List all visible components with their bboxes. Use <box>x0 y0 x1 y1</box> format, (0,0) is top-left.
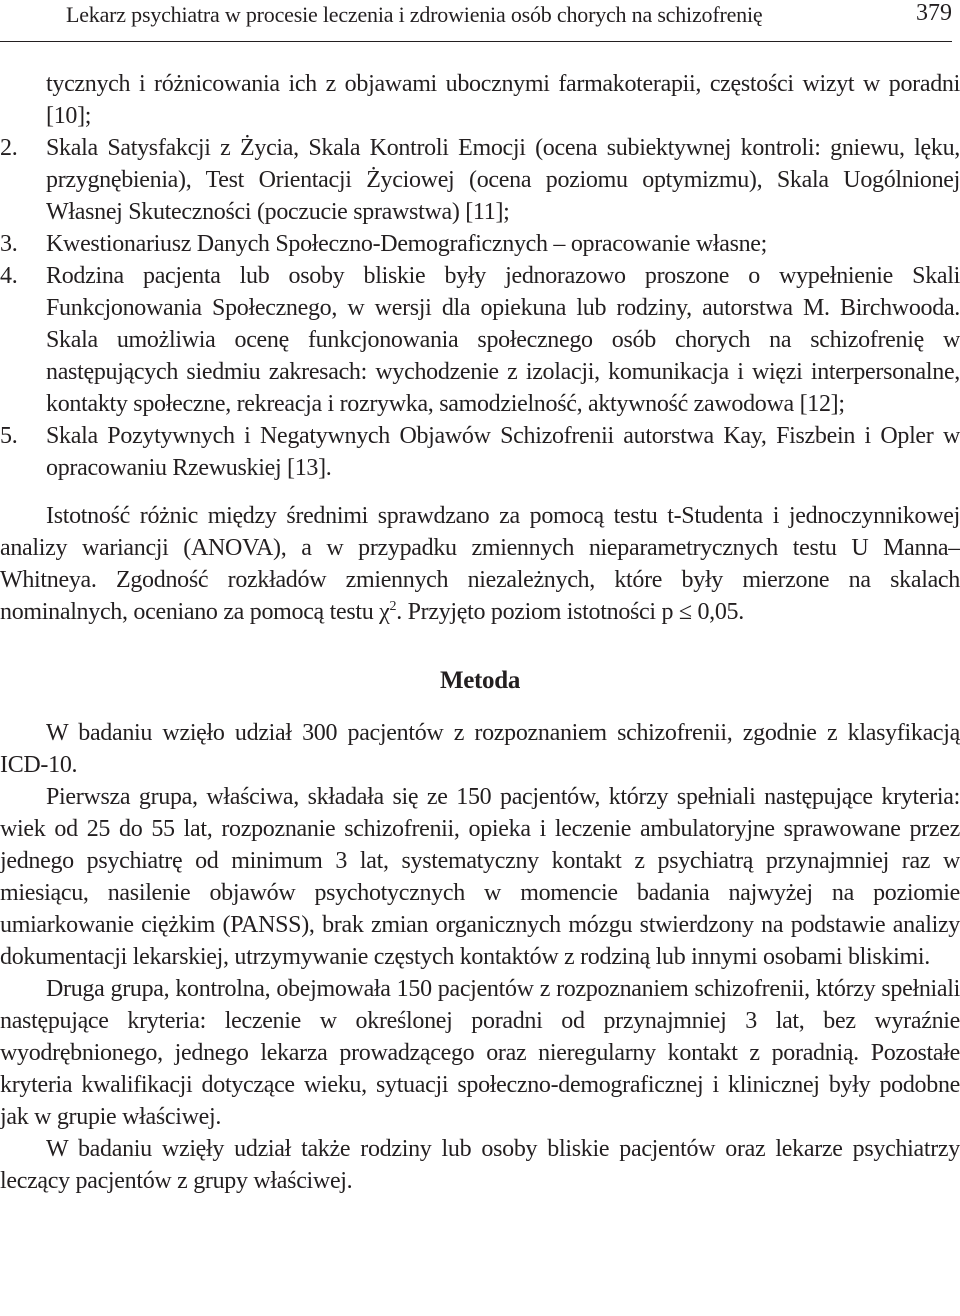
chi-square-superscript: 2 <box>389 599 397 614</box>
statistics-text: Istotność różnic między średnimi sprawdzano za pomocą testu t-Studenta i jednoczynnikowej analizy wariancji (ANOVA), a w przypadku zmiennych nieparametrycznych testu U Manna–Whitneya. Zgodność rozkładów zmiennych niezależnych, które były mierzone na skalach nominalnych, oceniano za pomocą testu χ <box>0 503 960 625</box>
method-paragraph-3: Druga grupa, kontrolna, obejmowała 150 pacjentów z rozpoznaniem schizofrenii, którzy spełniali następujące kryteria: leczenie w określonej poradni od przynajmniej 3 lat, bez wyraźnie wyodrębnionego, jednego lekarza prowadzącego oraz nieregularny kontakt z poradnią. Pozostałe kryteria kwalifikacji dotyczące wieku, sytuacji społeczno-demograficznej i klinicznej były podobne jak w grupie właściwej. <box>0 976 960 1130</box>
list-number: 3. <box>0 231 18 257</box>
page-number: 379 <box>916 0 952 26</box>
list-number: 4. <box>0 263 18 289</box>
list-item-text: Rodzina pacjenta lub osoby bliskie były jednorazowo proszone o wypełnienie Skali Funkcjonowania Społecznego, w wersji dla opiekuna lub rodziny, autorstwa M. Birchwooda. Skala umożliwia ocenę funkcjonowania społecznego osób chorych na schizofrenię w następujących siedmiu zakresach: wychodzenie z izolacji, komunikacja i więzi interpersonalne, kontakty społeczne, rekreacja i rozrywka, samodzielność, aktywność zawodowa [12]; <box>46 263 960 417</box>
statistics-paragraph <box>0 500 960 628</box>
list-number: 5. <box>0 423 18 449</box>
header-rule <box>0 41 952 42</box>
running-header <box>0 0 960 44</box>
method-paragraph-4: W badaniu wzięły udział także rodziny lub osoby bliskie pacjentów oraz lekarze psychiatrzy leczący pacjentów z grupy właściwej. <box>0 1136 960 1194</box>
list-item-2 <box>0 132 960 228</box>
list-item-4 <box>0 260 960 420</box>
running-head-title: Lekarz psychiatra w procesie leczenia i zdrowienia osób chorych na schizofrenię <box>66 2 763 27</box>
statistics-text-end: . Przyjęto poziom istotności p ≤ 0,05. <box>396 599 744 625</box>
list-item-3 <box>0 228 960 260</box>
list-item-5 <box>0 420 960 484</box>
section-heading: Metoda <box>439 667 521 694</box>
body-text <box>0 68 960 1197</box>
list-item-1-continuation: tycznych i różnicowania ich z objawami ubocznymi farmakoterapii, częstości wizyt w poradni [10]; <box>46 71 960 129</box>
list-item-text: Skala Satysfakcji z Życia, Skala Kontroli Emocji (ocena subiektywnej kontroli: gniewu, lęku, przygnębienia), Test Orientacji Życiowej (ocena poziomu optymizmu), Skala Uogólnionej Własnej Skuteczności (poczucie sprawstwa) [11]; <box>46 135 960 225</box>
list-item-text: Skala Pozytywnych i Negatywnych Objawów Schizofrenii autorstwa Kay, Fiszbein i Opler w opracowaniu Rzewuskiej [13]. <box>46 423 960 481</box>
list-number: 2. <box>0 135 18 161</box>
method-paragraph-1: W badaniu wzięło udział 300 pacjentów z rozpoznaniem schizofrenii, zgodnie z klasyfikacją ICD-10. <box>0 720 960 778</box>
method-paragraph-2: Pierwsza grupa, właściwa, składała się ze 150 pacjentów, którzy spełniali następujące kryteria: wiek od 25 do 55 lat, rozpoznanie schizofrenii, opieka i leczenie ambulatoryjne sprawowane przez jednego psychiatrę od minimum 3 lat, systematyczny kontakt z psychiatrą przynajmniej raz w miesiącu, nasilenie objawów psychotycznych w momencie badania najwyżej na poziomie umiarkowanie ciężkim (PANSS), brak zmian organicznych mózgu stwierdzony na podstawie analizy dokumentacji lekarskiej, utrzymywanie częstych kontaktów z rodziną lub innymi osobami bliskimi. <box>0 784 960 970</box>
list-item-text: Kwestionariusz Danych Społeczno-Demograficznych – opracowanie własne; <box>46 231 768 257</box>
